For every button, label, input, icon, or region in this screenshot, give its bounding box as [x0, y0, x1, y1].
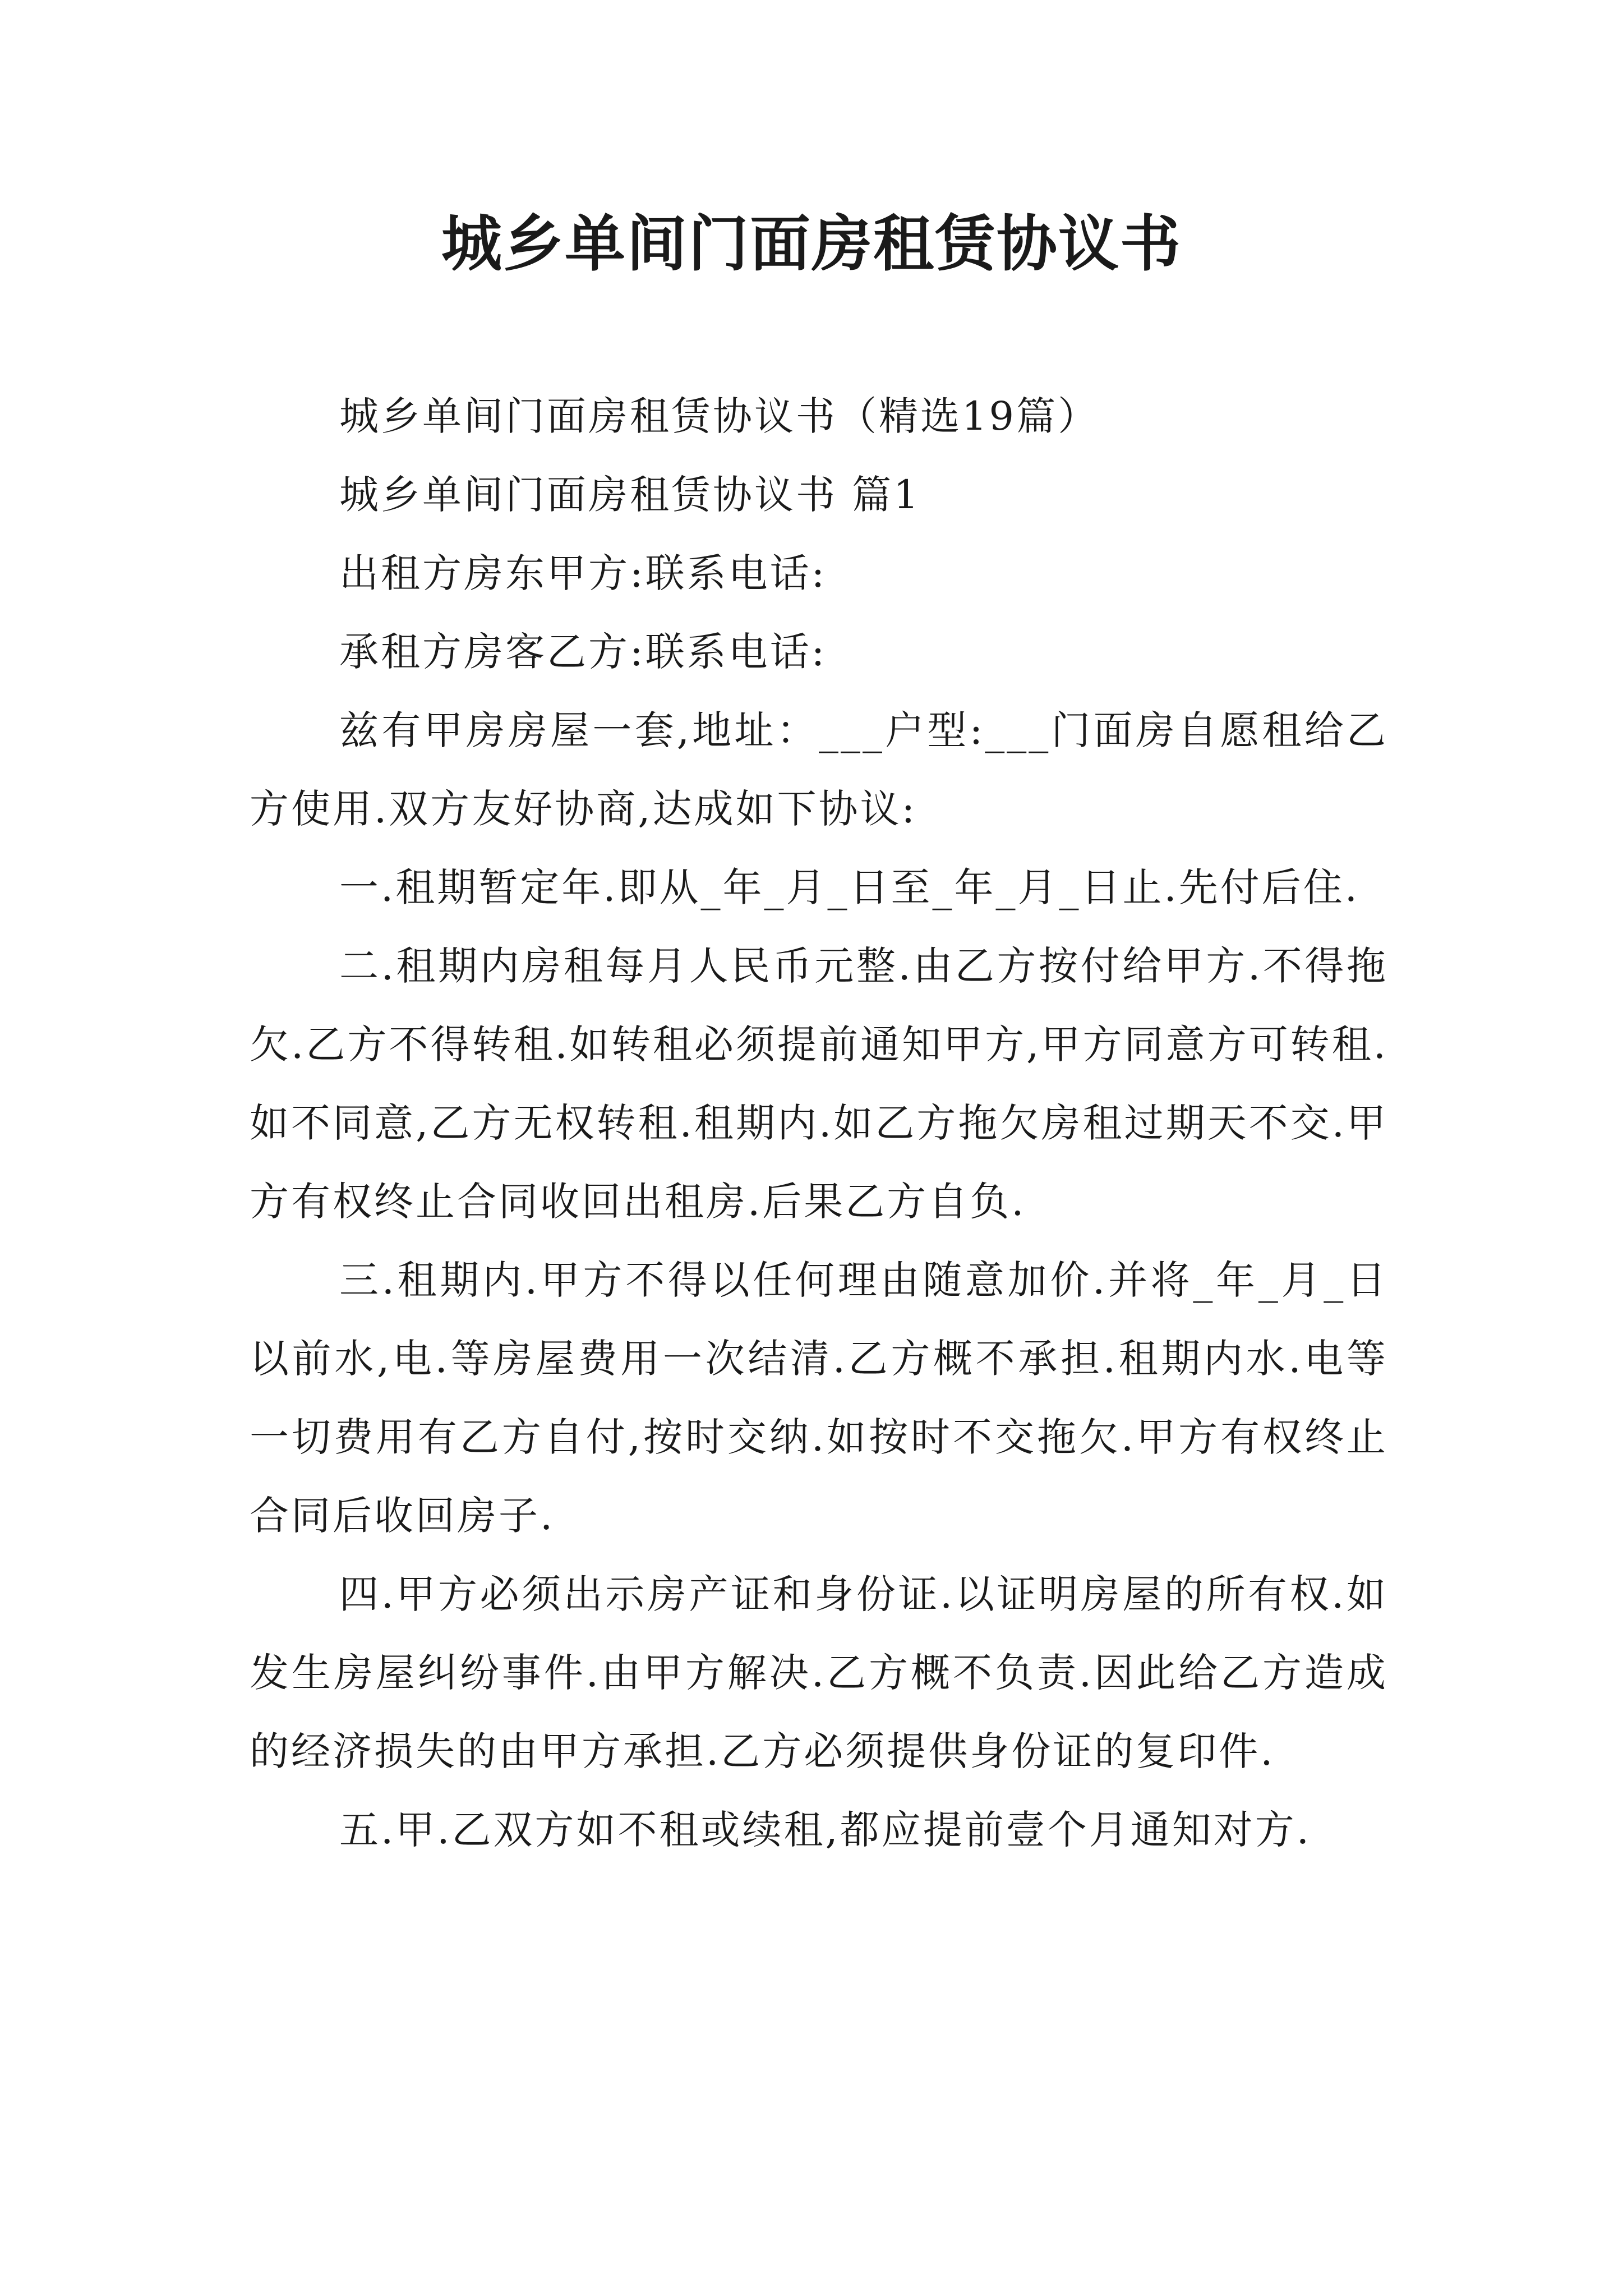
paragraph-lessor: 出租方房东甲方:联系电话: — [339, 550, 827, 596]
paragraph-clause-5: 五.甲.乙双方如不租或续租,都应提前壹个月通知对方. — [339, 1807, 1312, 1853]
paragraph-subtitle: 城乡单间门面房租赁协议书（精选19篇） — [339, 393, 1100, 439]
paragraph-clause-2: 二.租期内房租每月人民币元整.由乙方按付给甲方.不得拖欠.乙方不得转租.如转租必须提前通知甲方,甲方同意方可转租.如不同意,乙方无权转租.租期内.如乙方拖欠房租过期天不交.甲方有权终止合同收回出租房.后果乙方自负. — [250, 943, 1388, 1225]
paragraph-lessee: 承租方房客乙方:联系电话: — [339, 629, 827, 675]
paragraph-section-heading: 城乡单间门面房租赁协议书 篇1 — [339, 472, 921, 518]
document-title: 城乡单间门面房租赁协议书 — [441, 209, 1182, 279]
paragraph-clause-1: 一.租期暂定年.即从_年_月_日至_年_月_日止.先付后住. — [339, 864, 1360, 910]
paragraph-clause-4: 四.甲方必须出示房产证和身份证.以证明房屋的所有权.如发生房屋纠纷事件.由甲方解决.乙方概不负责.因此给乙方造成的经济损失的由甲方承担.乙方必须提供身份证的复印件. — [250, 1571, 1388, 1774]
document-body — [250, 377, 1388, 1869]
paragraph-intro: 兹有甲房房屋一套,地址：___户型:___门面房自愿租给乙方使用.双方友好协商,达成如下协议: — [250, 707, 1388, 832]
paragraph-clause-3: 三.租期内.甲方不得以任何理由随意加价.并将_年_月_日以前水,电.等房屋费用一次结清.乙方概不承担.租期内水.电等一切费用有乙方自付,按时交纳.如按时不交拖欠.甲方有权终止合同后收回房子. — [250, 1257, 1388, 1539]
